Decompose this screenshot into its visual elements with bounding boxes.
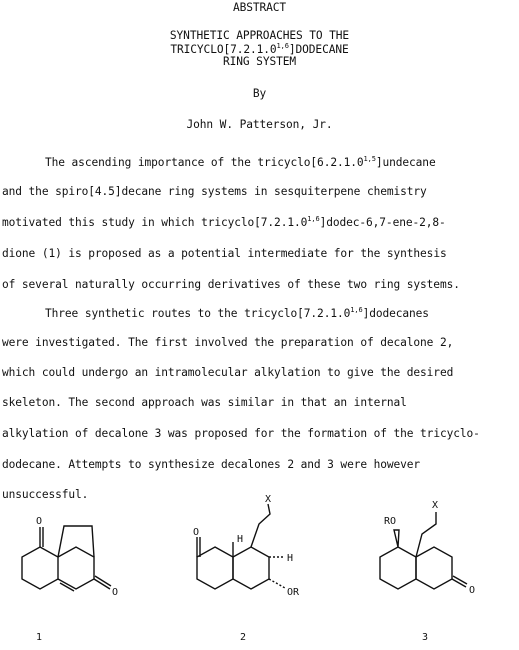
paragraph-2-line-1: Three synthetic routes to the tricyclo[7.2.1.0$^{1,6}$]dodecanes xyxy=(45,306,429,320)
structure-1-number: 1 xyxy=(36,632,43,643)
paragraph-2-line-4: skeleton. The second approach was similar in that an internal xyxy=(2,396,407,409)
paragraph-1-line-3: motivated this study in which tricyclo[7.2.1.0$^{1,6}$]dodec-6,7-ene-2,8- xyxy=(2,215,446,229)
structure-2-drawing xyxy=(193,494,300,643)
compound-ref-3: 3 xyxy=(154,427,162,440)
paragraph-2-line-2: were investigated. The first involved the preparation of decalone 2, xyxy=(2,336,454,349)
structure-2-label-or: OR xyxy=(287,587,300,598)
title-line-2: TRICYCLO[7.2.1.0$^{1,6}$]DODECANE xyxy=(170,42,349,56)
paragraph-2-line-6: dodecane. Attempts to synthesize decalones 2 and 3 were however xyxy=(2,458,421,471)
structure-2-label-o: O xyxy=(193,527,200,538)
paragraph-2-line-7: unsuccessful. xyxy=(2,488,89,501)
author-name: John W. Patterson, Jr. xyxy=(186,118,333,131)
structure-3-drawing xyxy=(380,500,475,643)
paragraph-1-line-5: of several naturally occurring derivatives of these two ring systems. xyxy=(2,278,460,291)
byline: By xyxy=(252,87,267,100)
structure-3-label-ro: RO xyxy=(384,516,397,527)
structure-3-number: 3 xyxy=(422,632,429,643)
structure-2-label-x: X xyxy=(265,494,272,505)
paragraph-2-line-5: alkylation of decalone 3 was proposed for the formation of the tricyclo- xyxy=(2,427,480,440)
structure-1-drawing xyxy=(22,516,118,643)
paragraph-2-line-3: which could undergo an intramolecular alkylation to give the desired xyxy=(2,366,454,379)
compound-ref-1: 1 xyxy=(48,247,56,260)
structure-1-label-o-right: O xyxy=(112,587,119,598)
structure-3-label-x: X xyxy=(432,500,439,511)
structure-1-label-o-top: O xyxy=(36,516,43,527)
structure-3-label-o: O xyxy=(469,585,476,596)
paragraph-1-line-1: The ascending importance of the tricyclo[6.2.1.0$^{1,5}$]undecane xyxy=(45,155,436,169)
title-line-3: RING SYSTEM xyxy=(223,55,296,68)
paragraph-1-line-2: and the spiro[4.5]decane ring systems in sesquiterpene chemistry xyxy=(2,185,427,198)
structure-2-number: 2 xyxy=(240,632,247,643)
compound-ref-2: 2 xyxy=(439,336,447,349)
structure-2-label-h: H xyxy=(287,553,294,564)
paragraph-1-line-4: dione (1) is proposed as a potential intermediate for the synthesis xyxy=(2,247,447,260)
heading: ABSTRACT xyxy=(232,1,287,14)
structure-2-label-h-fusion: H xyxy=(237,534,244,545)
title-line-1: SYNTHETIC APPROACHES TO THE xyxy=(169,29,350,42)
